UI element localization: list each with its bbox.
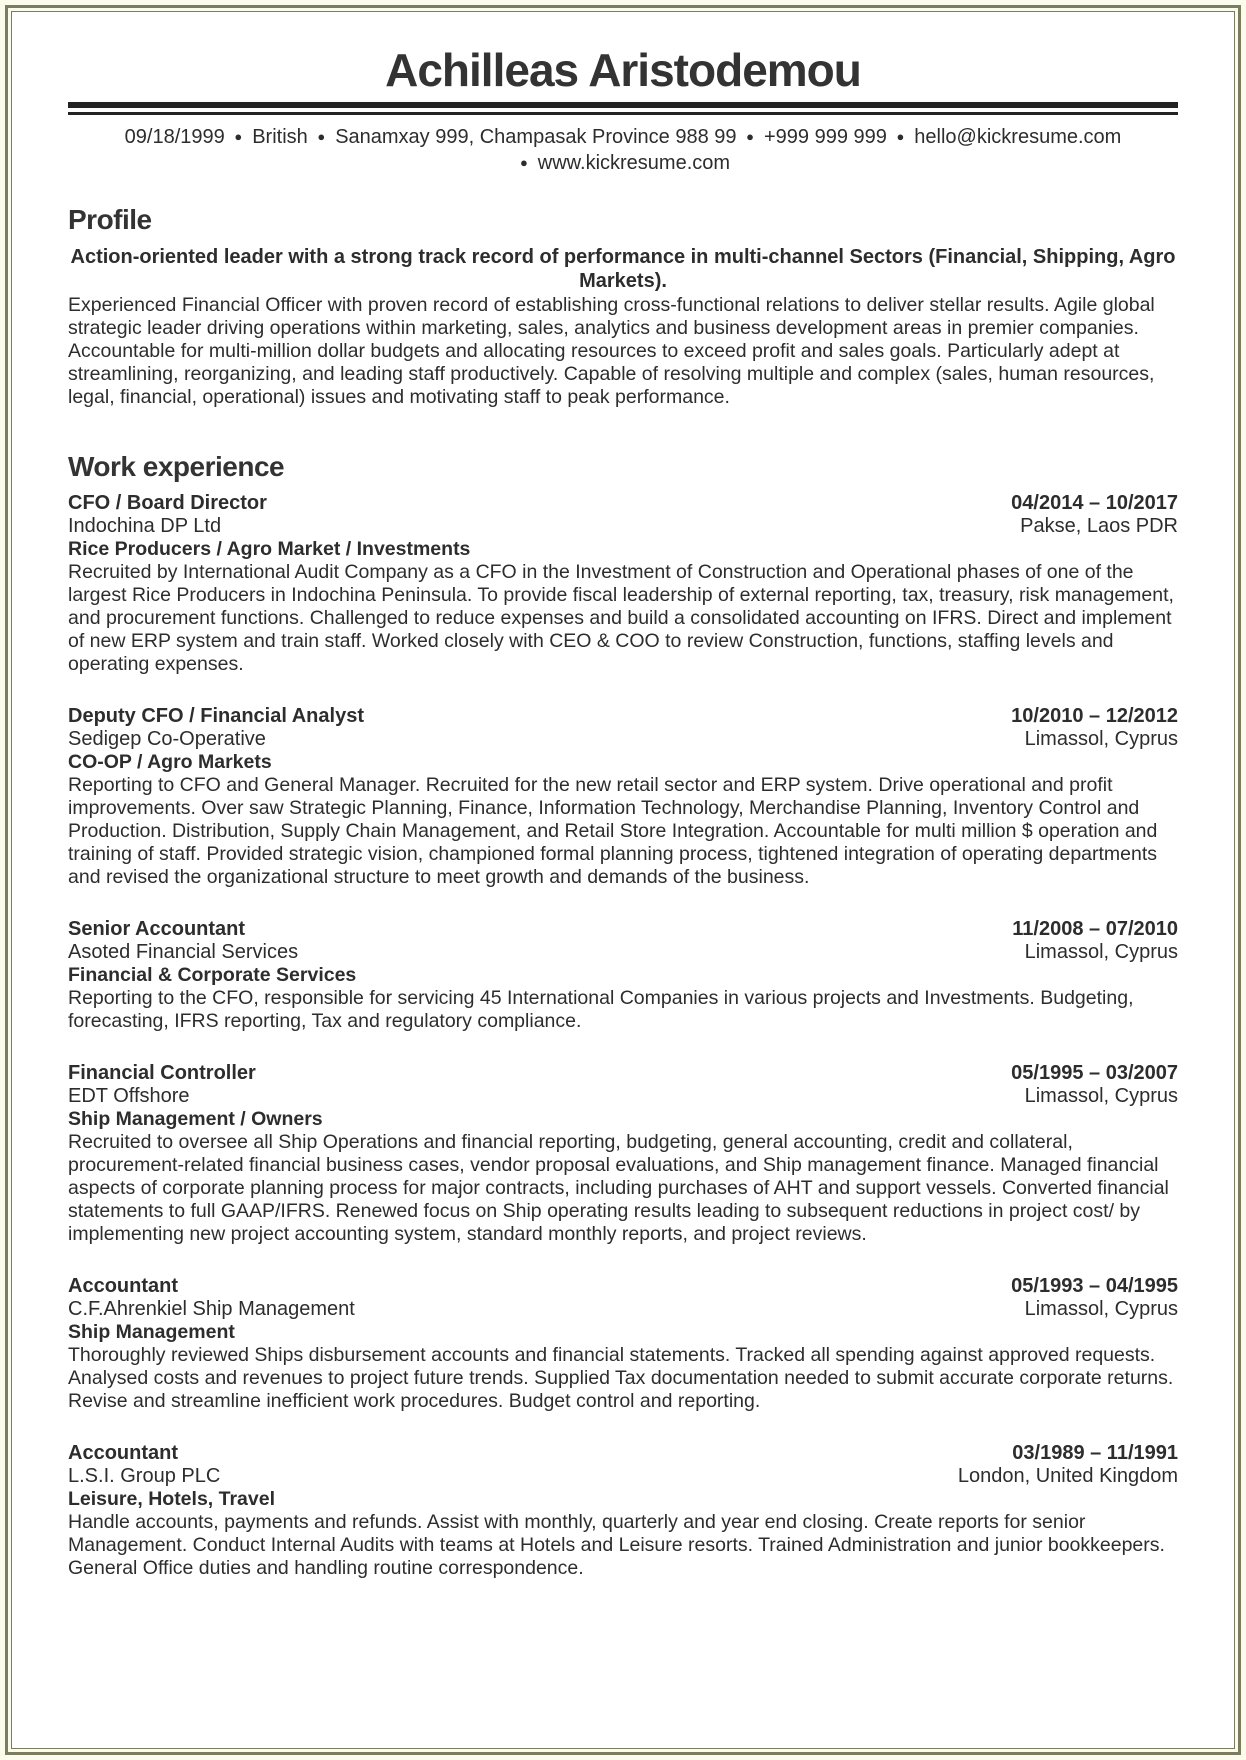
job-description: Handle accounts, payments and refunds. Assist with monthly, quarterly and year end closing. Create reports for senior Management. Conduct Internal Audits with teams at Hotels and Leisure resorts. Trained Administration and junior bookkeepers. General Office duties and handling routine correspondence. [68, 1511, 1165, 1579]
profile-section-heading: Profile [68, 204, 152, 235]
job-title: Senior Accountant [68, 918, 246, 940]
work-section-heading: Work experience [68, 451, 285, 482]
job-location: Limassol, Cyprus [1024, 1085, 1178, 1107]
job-description: Thoroughly reviewed Ships disbursement accounts and financial statements. Tracked all spending against approved requests. Analysed costs and revenues to project future trends. Supplied Tax documentation needed to submit accurate corporate returns. Revise and streamline inefficient work procedures. Budget control and reporting. [68, 1344, 1174, 1412]
contact-item: ● Sanamxay 999, Champasak Province 988 99 [313, 124, 736, 150]
job-title: CFO / Board Director [68, 492, 267, 514]
job-company: Sedigep Co-Operative [68, 728, 266, 750]
resume-header [68, 46, 1178, 176]
contact-item: ● +999 999 999 [742, 124, 887, 150]
job-description: Reporting to the CFO, responsible for servicing 45 International Companies in various projects and Investments. Budgeting, forecasting, IFRS reporting, Tax and regulatory compliance. [68, 987, 1134, 1032]
work-experience-section [68, 451, 1178, 1580]
job-location: Pakse, Laos PDR [1020, 515, 1178, 537]
profile-highlight: Action-oriented leader with a strong track record of performance in multi-channel Sectors (Financial, Shipping, Agro Markets). [70, 246, 1176, 292]
job-field: Leisure, Hotels, Travel [68, 1488, 276, 1510]
job-entry [68, 1062, 1178, 1246]
job-location: Limassol, Cyprus [1024, 1298, 1178, 1320]
job-entry [68, 705, 1178, 889]
job-title: Accountant [68, 1275, 178, 1297]
job-entry [68, 918, 1178, 1033]
job-company: EDT Offshore [68, 1085, 190, 1107]
contact-info [68, 124, 1178, 176]
job-dates: 11/2008 – 07/2010 [1012, 918, 1178, 940]
job-field: Ship Management [68, 1321, 235, 1343]
job-company: Indochina DP Ltd [68, 515, 222, 537]
job-dates: 10/2010 – 12/2012 [1011, 705, 1178, 727]
profile-section [68, 204, 1178, 409]
job-dates: 03/1989 – 11/1991 [1012, 1442, 1178, 1464]
job-field: Financial & Corporate Services [68, 964, 357, 986]
job-dates: 04/2014 – 10/2017 [1011, 492, 1178, 514]
header-divider [68, 102, 1178, 115]
job-description: Reporting to CFO and General Manager. Recruited for the new retail sector and ERP system. Drive operational and profit improvements. Over saw Strategic Planning, Finance, Information Technology, Merchandise Planning, Inventory Control and Production. Distribution, Supply Chain Management, and Retail Store Integration. Accountable for multi million $ operation and training of staff. Provided strategic vision, championed formal planning process, tightened integration of operating departments and revised the organizational structure to meet growth and demands of the business. [68, 774, 1158, 888]
job-dates: 05/1995 – 03/2007 [1011, 1062, 1178, 1084]
job-company: C.F.Ahrenkiel Ship Management [68, 1298, 355, 1320]
job-dates: 05/1993 – 04/1995 [1011, 1275, 1178, 1297]
job-company: Asoted Financial Services [68, 941, 299, 963]
job-field: CO-OP / Agro Markets [68, 751, 272, 773]
profile-body: Experienced Financial Officer with proven record of establishing cross-functional relations to deliver stellar results. Agile global strategic leader driving operations within marketing, sales, analytics and business development areas in premier companies. Accountable for multi-million dollar budgets and allocating resources to exceed profit and sales goals. Particularly adept at streamlining, reorganizing, and leading staff productively. Capable of resolving multiple and complex (sales, human resources, legal, financial, operational) issues and motivating staff to peak performance. [68, 294, 1155, 408]
job-entry [68, 1442, 1178, 1580]
contact-item: ● www.kickresume.com [516, 150, 730, 176]
resume-page [11, 11, 1235, 1749]
job-field: Rice Producers / Agro Market / Investments [68, 538, 471, 560]
job-description: Recruited to oversee all Ship Operations and financial reporting, budgeting, general accounting, credit and collateral, procurement-related financial business cases, vendor proposal evaluations, and Ship management finance. Managed financial aspects of corporate planning process for major contracts, including purchases of AHT and support vessels. Converted financial statements to full GAAP/IFRS. Renewed focus on Ship operating results leading to subsequent reductions in project cost/ by implementing new project accounting system, standard monthly reports, and project reviews. [68, 1131, 1169, 1245]
job-entry [68, 1275, 1178, 1413]
job-entry [68, 492, 1178, 676]
job-description: Recruited by International Audit Company as a CFO in the Investment of Construction and Operational phases of one of the largest Rice Producers in Indochina Peninsula. To provide fiscal leadership of external reporting, tax, treasury, risk management, and procurement functions. Challenged to reduce expenses and build a consolidated accounting on IFRS. Direct and implement of new ERP system and train staff. Worked closely with CEO & COO to review Construction, functions, staffing levels and operating expenses. [68, 561, 1174, 675]
page-title: Achilleas Aristodemou [385, 44, 861, 96]
job-title: Accountant [68, 1442, 178, 1464]
job-company: L.S.I. Group PLC [68, 1465, 221, 1487]
job-location: Limassol, Cyprus [1024, 941, 1178, 963]
job-list [68, 492, 1178, 1580]
contact-item: ● British [230, 124, 307, 150]
job-location: London, United Kingdom [957, 1465, 1178, 1487]
job-location: Limassol, Cyprus [1024, 728, 1178, 750]
job-title: Deputy CFO / Financial Analyst [68, 705, 364, 727]
job-field: Ship Management / Owners [68, 1108, 323, 1130]
contact-item: 09/18/1999 [124, 126, 225, 148]
page-border [5, 5, 1241, 1755]
contact-item: ● hello@kickresume.com [892, 124, 1121, 150]
job-title: Financial Controller [68, 1062, 256, 1084]
